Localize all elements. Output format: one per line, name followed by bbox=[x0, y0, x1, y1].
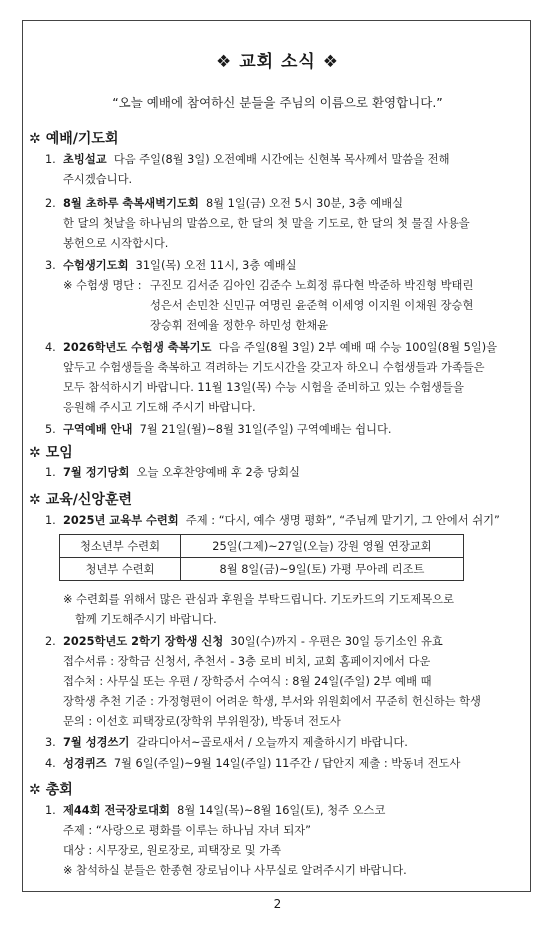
item-text: 다음 주일(8월 3일) 오전예배 시간에는 신현복 목사께서 말씀을 전해 bbox=[113, 153, 450, 166]
item-title: 초빙설교 bbox=[63, 153, 107, 166]
asterisk-flower-icon: ✲ bbox=[29, 131, 41, 147]
table-cell: 8월 8일(금)~9일(토) 가평 무아레 리조트 bbox=[181, 558, 464, 581]
list-item: 3. 7월 성경쓰기 갈라디아서~골로새서 / 오늘까지 제출하시기 바랍니다. bbox=[45, 736, 408, 749]
item-text: 접수서류 : 장학금 신청서, 추천서 - 3층 로비 비치, 교회 홈페이지에서 다운 bbox=[63, 655, 431, 668]
item-text: 31일(목) 오전 11시, 3층 예배실 bbox=[135, 259, 297, 272]
list-item: 3. 수험생기도회 31일(목) 오전 11시, 3층 예배실 bbox=[45, 259, 297, 272]
item-title: 8월 초하루 축복새벽기도회 bbox=[63, 197, 199, 210]
item-text: 봉헌으로 시작합시다. bbox=[63, 237, 169, 250]
table-row bbox=[60, 535, 464, 558]
list-item: 5. 구역예배 안내 7월 21일(월)~8월 31일(주일) 구역예배는 쉽니다. bbox=[45, 423, 392, 436]
roster-label: ※ 수험생 명단 : bbox=[63, 279, 142, 292]
list-item: 4. 2026학년도 수험생 축복기도 다음 주일(8월 3일) 2부 예배 때 수능 100일(8월 5일)을 bbox=[45, 341, 498, 354]
item-title: 제44회 전국장로대회 bbox=[63, 804, 170, 817]
item-text: 다음 주일(8월 3일) 2부 예배 때 수능 100일(8월 5일)을 bbox=[218, 341, 498, 354]
item-title: 2025년 교육부 수련회 bbox=[63, 514, 179, 527]
roster-names: 구진모 김서준 김아인 김준수 노희정 류다현 박준하 박진형 박태린 bbox=[150, 279, 474, 292]
table-cell: 청년부 수련회 bbox=[60, 558, 181, 581]
list-item: 4. 성경퀴즈 7월 6일(주일)~9월 14일(주일) 11주간 / 답안지 제출 : 박동녀 전도사 bbox=[45, 757, 461, 770]
list-item: 2. 2025학년도 2학기 장학생 신청 30일(수)까지 - 우편은 30일 등기소인 유효 bbox=[45, 635, 443, 648]
section-heading-assembly bbox=[29, 779, 73, 799]
section-heading-label: 예배/기도회 bbox=[45, 131, 119, 147]
item-text: 주제 : “사랑으로 평화를 이루는 하나님 자녀 되자” bbox=[63, 824, 311, 837]
section-heading-education bbox=[29, 489, 132, 509]
page-number: 2 bbox=[273, 897, 282, 911]
asterisk-flower-icon: ✲ bbox=[29, 782, 41, 798]
news-frame bbox=[22, 20, 531, 892]
table-row bbox=[60, 558, 464, 581]
item-title: 7월 정기당회 bbox=[63, 466, 130, 479]
item-text: 30일(수)까지 - 우편은 30일 등기소인 유효 bbox=[230, 635, 443, 648]
item-text: 접수처 : 사무실 또는 우편 / 장학증서 수여식 : 8월 24일(주일) 2부 예배 때 bbox=[63, 675, 432, 688]
item-text: 8월 1일(금) 오전 5시 30분, 3층 예배실 bbox=[205, 197, 404, 210]
section-heading-meeting bbox=[29, 442, 73, 462]
section-heading-label: 모임 bbox=[45, 445, 73, 461]
item-text: 장학생 추천 기준 : 가정형편이 어려운 학생, 부서와 위원회에서 꾸준히 헌신하는 학생 bbox=[63, 695, 481, 708]
table-cell: 25일(그제)~27일(오늘) 강원 영월 연장교회 bbox=[181, 535, 464, 558]
roster-names: 장승휘 전예율 정한우 하민성 한채윤 bbox=[150, 319, 329, 332]
item-text: 모두 참석하시기 바랍니다. 11월 13일(목) 수능 시험을 준비하고 있는 수험생들을 bbox=[63, 381, 464, 394]
item-title: 7월 성경쓰기 bbox=[63, 736, 130, 749]
item-text: 오늘 오후찬양예배 후 2층 당회실 bbox=[136, 466, 300, 479]
item-text: ※ 참석하실 분들은 한종현 장로님이나 사무실로 알려주시기 바랍니다. bbox=[63, 864, 407, 877]
item-text: 7월 6일(주일)~9월 14일(주일) 11주간 / 답안지 제출 : 박동녀 전도사 bbox=[113, 757, 461, 770]
section-heading-label: 총회 bbox=[45, 782, 73, 798]
item-text: 문의 : 이선호 피택장로(장학위 부위원장), 박동녀 전도사 bbox=[63, 715, 341, 728]
retreat-schedule-table bbox=[59, 534, 464, 581]
item-title: 수험생기도회 bbox=[63, 259, 129, 272]
list-item: 2. 8월 초하루 축복새벽기도회 8월 1일(금) 오전 5시 30분, 3층 예배실 bbox=[45, 197, 404, 210]
table-cell: 청소년부 수련회 bbox=[60, 535, 181, 558]
item-title: 구역예배 안내 bbox=[63, 423, 133, 436]
item-text: 한 달의 첫날을 하나님의 말씀으로, 한 달의 첫 말을 기도로, 한 달의 첫 물질 사용을 bbox=[63, 217, 470, 230]
section-heading-worship bbox=[29, 128, 118, 148]
item-text: 7월 21일(월)~8월 31일(주일) 구역예배는 쉽니다. bbox=[139, 423, 392, 436]
item-text: 앞두고 수험생들을 축복하고 격려하는 기도시간을 갖고자 하오니 수험생들과 가족들은 bbox=[63, 361, 485, 374]
list-item: 1. 2025년 교육부 수련회 주제 : “다시, 예수 생명 평화”, “주님께 맡기기, 그 안에서 쉬기” bbox=[45, 514, 500, 527]
page-title: ❖ 교회 소식 ❖ bbox=[216, 52, 339, 72]
item-text: 대상 : 시무장로, 원로장로, 피택장로 및 가족 bbox=[63, 844, 282, 857]
item-title: 성경퀴즈 bbox=[63, 757, 107, 770]
item-text: 주시겠습니다. bbox=[63, 173, 133, 186]
asterisk-flower-icon: ✲ bbox=[29, 492, 41, 508]
item-title: 2026학년도 수험생 축복기도 bbox=[63, 341, 212, 354]
item-text: 8월 14일(목)~8월 16일(토), 청주 오스코 bbox=[177, 804, 386, 817]
list-item: 1. 초빙설교 다음 주일(8월 3일) 오전예배 시간에는 신현복 목사께서 말씀을 전해 bbox=[45, 153, 450, 166]
item-text: 응원해 주시고 기도해 주시기 바랍니다. bbox=[63, 401, 256, 414]
item-title: 2025학년도 2학기 장학생 신청 bbox=[63, 635, 224, 648]
list-item: 1. 7월 정기당회 오늘 오후찬양예배 후 2층 당회실 bbox=[45, 466, 300, 479]
item-text: 주제 : “다시, 예수 생명 평화”, “주님께 맡기기, 그 안에서 쉬기” bbox=[185, 514, 500, 527]
item-text: 갈라디아서~골로새서 / 오늘까지 제출하시기 바랍니다. bbox=[136, 736, 408, 749]
item-note: 함께 기도해주시기 바랍니다. bbox=[75, 613, 217, 626]
list-item: 1. 제44회 전국장로대회 8월 14일(목)~8월 16일(토), 청주 오스코 bbox=[45, 804, 386, 817]
welcome-message: “오늘 예배에 참여하신 분들을 주님의 이름으로 환영합니다.” bbox=[112, 95, 443, 110]
item-note: ※ 수련회를 위해서 많은 관심과 후원을 부탁드립니다. 기도카드의 기도제목으로 bbox=[63, 593, 454, 606]
asterisk-flower-icon: ✲ bbox=[29, 445, 41, 461]
roster-names: 성은서 손민찬 신민규 여명린 윤준혁 이세영 이지원 이채원 장승현 bbox=[150, 299, 474, 312]
section-heading-label: 교육/신앙훈련 bbox=[45, 492, 132, 508]
